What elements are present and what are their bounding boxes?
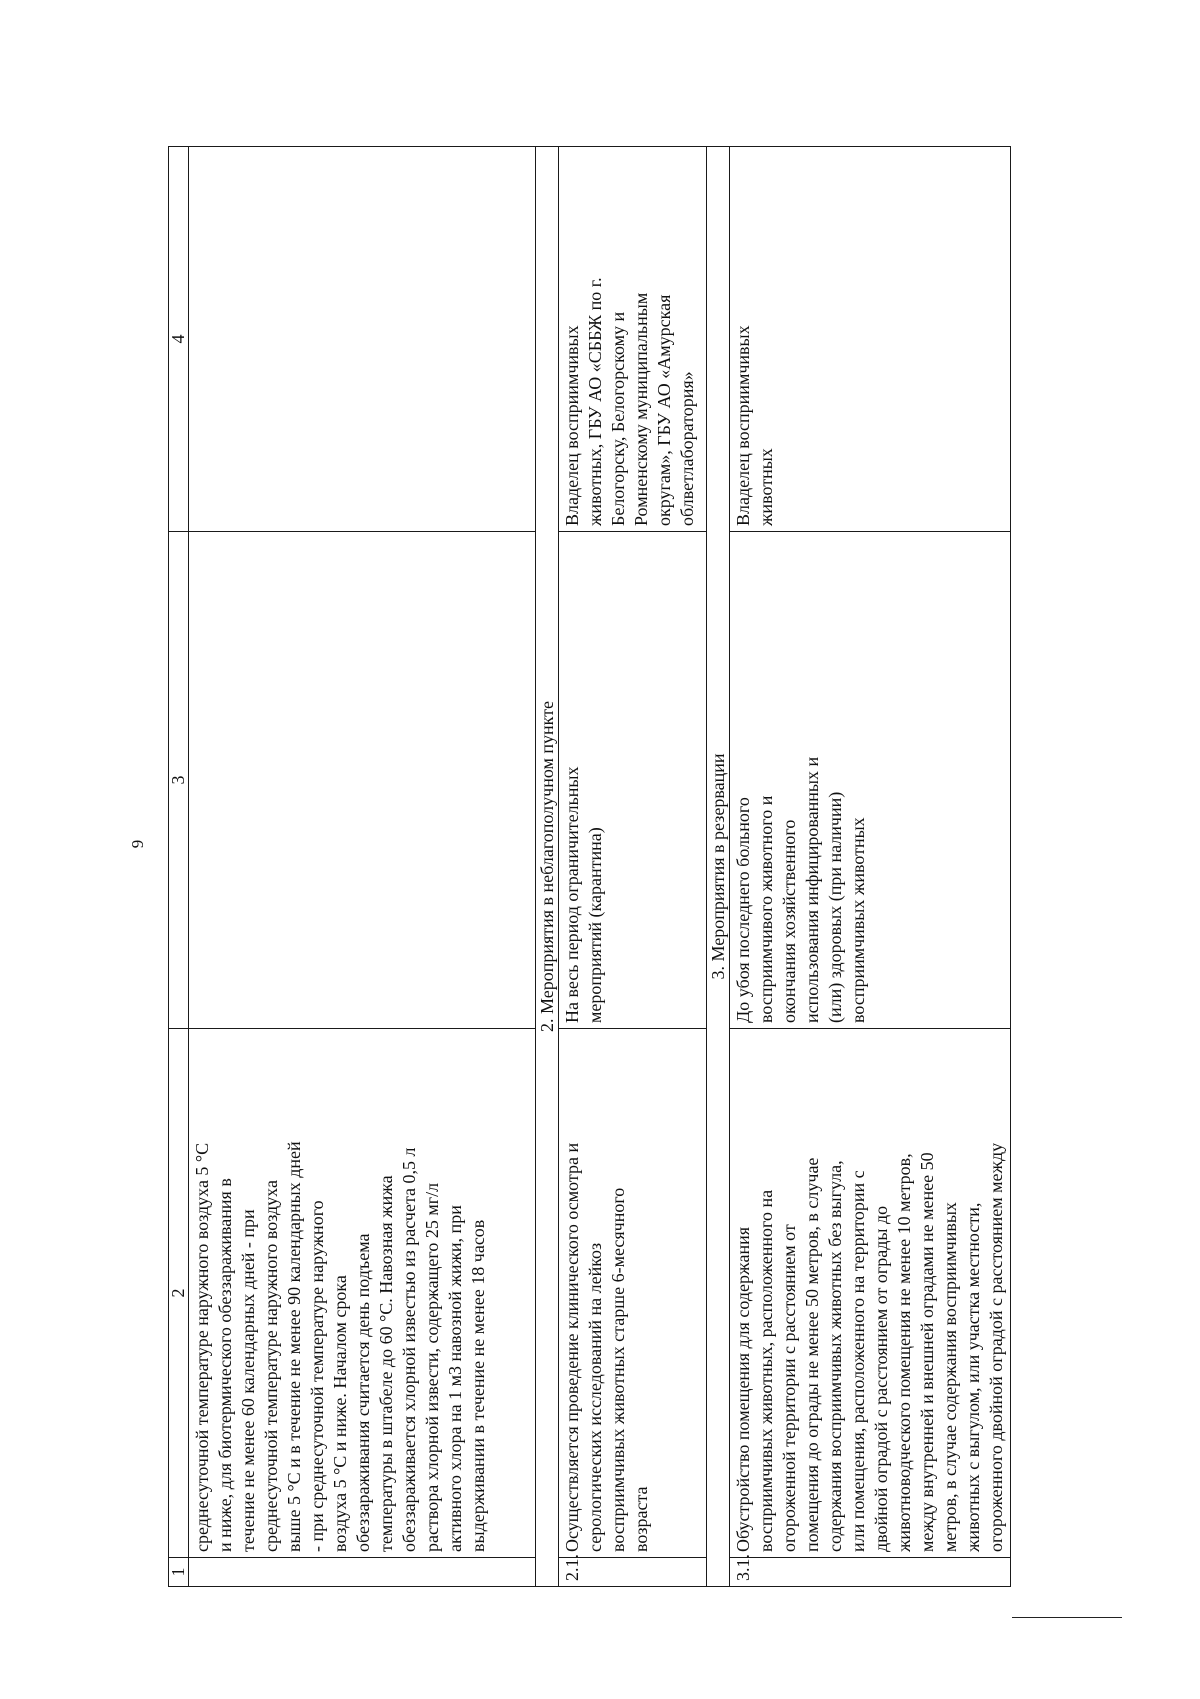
table-row (189, 147, 536, 1587)
row-number-cell: 3.1. (730, 1558, 1011, 1587)
column-number-1: 1 (169, 1558, 189, 1587)
responsible-cell: Владелец восприимчивых животных (730, 147, 1011, 532)
column-number-3: 3 (169, 532, 189, 1029)
row-number-cell: 2.1. (559, 1558, 707, 1587)
row-number-cell (189, 1558, 536, 1587)
footer-rule (1012, 1617, 1122, 1618)
column-number-2: 2 (169, 1029, 189, 1558)
measure-cell: среднесуточной температуре наружного воздуха 5 °С и ниже, для биотермического обеззараживания в течение не менее 60 календарных дней - при среднесуточной температуре наружного воздуха выше 5 °С и в течение не менее 90 календарных дней - при среднесуточной температуре наружного воздуха 5 °С и ниже. Началом срока обеззараживания считается день подъема температуры в штабеле до 60 °С. Навозная жижа обеззараживается хлорной известью из расчета 0,5 л раствора хлорной извести, содержащего 25 мг/л активного хлора на 1 м3 навозной жижи, при выдерживании в течение не менее 18 часов (189, 1029, 536, 1558)
column-number-4: 4 (169, 147, 189, 532)
term-cell: На весь период ограничительных мероприятий (карантина) (559, 532, 707, 1029)
section-3-title: 3. Мероприятия в резервации (707, 147, 730, 1587)
rotated-table-frame (168, 147, 1006, 1587)
table-row (559, 147, 707, 1587)
column-number-header-row (169, 147, 189, 1587)
term-cell: До убоя последнего больного восприимчивого животного и окончания хозяйственного использования инфицированных и (или) здоровых (при наличии) восприимчивых животных (730, 532, 1011, 1029)
measure-cell: Обустройство помещения для содержания восприимчивых животных, расположенного на огороженной территории с расстоянием от помещения до ограды не менее 50 метров, в случае содержания восприимчивых животных без выгула, или помещения, расположенного на территории с двойной оградой с расстоянием от ограды до животноводческого помещения не менее 10 метров, между внутренней и внешней оградами не менее 50 метров, в случае содержания восприимчивых животных с выгулом, или участка местности, огороженного двойной оградой с расстоянием между (730, 1029, 1011, 1558)
section-2-title: 2. Мероприятия в неблагополучном пункте (536, 147, 559, 1587)
responsible-cell: Владелец восприимчивых животных, ГБУ АО «СББЖ по г. Белогорску, Белогорскому и Ромненскому муниципальным округам», ГБУ АО «Амурская облветлаборатория» (559, 147, 707, 532)
term-cell (189, 532, 536, 1029)
table-row (730, 147, 1011, 1587)
page-number: 9 (128, 839, 147, 849)
section-heading-row (536, 147, 559, 1587)
section-heading-row (707, 147, 730, 1587)
measure-cell: Осуществляется проведение клинического осмотра и серологических исследований на лейкоз восприимчивых животных старше 6-месячного возраста (559, 1029, 707, 1558)
responsible-cell (189, 147, 536, 532)
measures-table (168, 146, 1011, 1587)
